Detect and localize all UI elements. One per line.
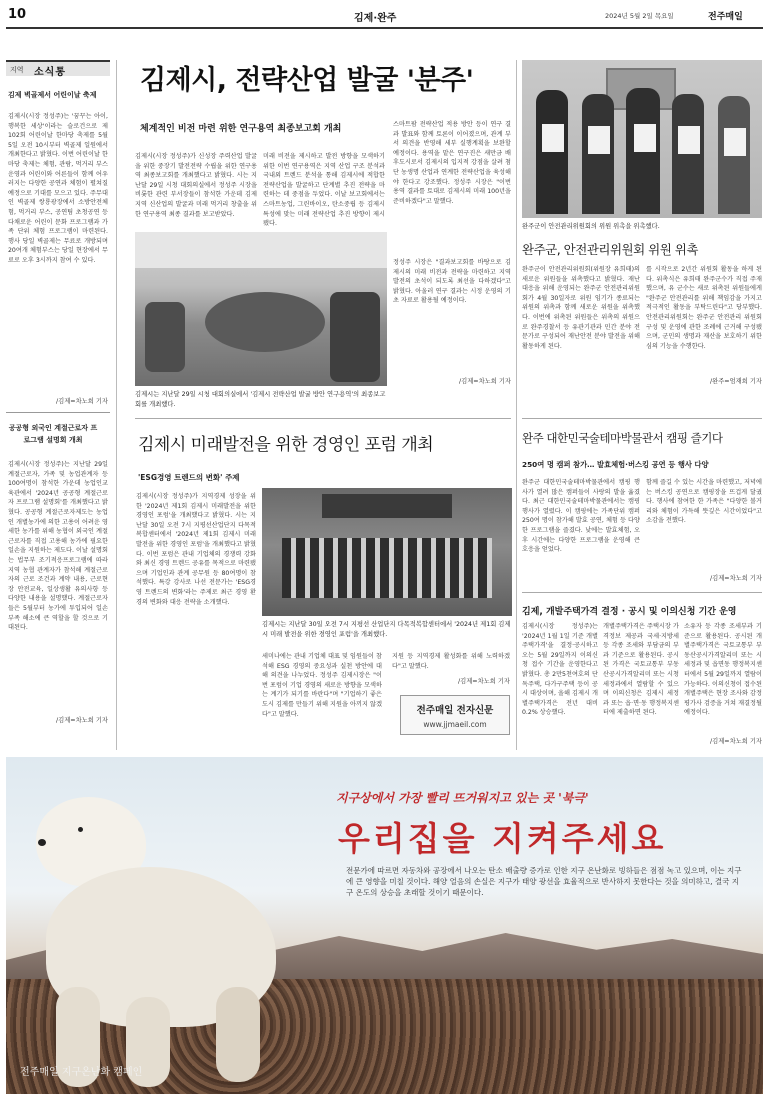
news-box-header <box>6 60 110 76</box>
ad-title: 우리집을 지켜주세요 <box>338 819 667 858</box>
committee-byline: /완주=엄재희 기자 <box>710 378 762 385</box>
e-paper-banner-name: 전주매일 전자신문 <box>416 705 494 716</box>
museum-body-col2: 함께 즐길 수 있는 시간을 마련했고, 저녁에는 버스킹 공연으로 캠핑장을 뜨겁게 달궜다. 행사에 참여한 한 가족은 "다양한 볼거리와 체험이 가득해 뜻깊은 시간이었다"고 소감을 전했다. <box>646 479 762 525</box>
museum-body-col1: 완주군 대한민국술테마박물관에서 캠핑 행사가 열려 많은 캠퍼들이 사랑의 발을 옮겼다. 최근 대한민국술테마박물관에서는 캠핑 행사가 열렸다. 이 캠핑에는 가족단위 캠퍼 250여 명이 참가해 발효 공연, 체험 등 다양한 프로그램을 즐겼다. 낮에는 발효체험, 오후 시간에는 다양한 프로그램을 운영해 큰 호응을 얻었다. <box>522 479 640 554</box>
mid-rule-center <box>135 418 511 419</box>
mid-rule-right-2 <box>522 592 762 593</box>
museum-headline: 완주 대한민국술테마박물관서 캠핑 즐기다 <box>522 431 723 445</box>
housing-headline: 김제, 개발주택가격 결정 · 공시 및 이의신청 기간 운영 <box>522 607 737 617</box>
committee-headline: 완주군, 안전관리위원회 위원 위촉 <box>522 242 698 257</box>
column-divider-right <box>516 60 517 750</box>
section-name: 김제·완주 <box>354 13 397 24</box>
housing-body-col2: 개별주택가격은 주택시장 가격정보 제공과 국세·지방세 등 각종 조세와 부담금의 부과 기준으로 활용된다. 공시된 가격은 국토교통부 부동산공시가격알리미 또는 시청 세정과에서 열람할 수 있으며 이의신청은 김제시 세정과 또는 읍·면·동 행정복지센터에 제출하면 된다. <box>603 623 679 717</box>
committee-photo <box>522 60 762 218</box>
page-number: 10 <box>8 7 27 22</box>
lead-headline: 김제시, 전략산업 발굴 '분주' <box>140 65 474 96</box>
museum-subhead: 250여 명 캠퍼 참가… 발효체험·버스킹 공연 등 행사 다양 <box>522 460 709 469</box>
forum-byline: /김제=차노희 기자 <box>458 678 510 685</box>
committee-photo-caption: 완주군이 안전관리위원회의 위원 위촉을 위촉했다. <box>522 223 660 230</box>
lead-body-col1: 김제시(시장 정성주)가 신성장 주력산업 발굴을 위한 중장기 발전전략 수립을 위한 연구용역 최종보고회를 개최했다고 밝혔다. 시는 지난달 29일 시청 대회의실에서 정성주 시장을 비롯한 관련 부서장들이 참석한 가운데 김제 지역 신산업의 발굴과 미래 먹거리 창출을 위한 연구용역 최종 결과를 보고받았다. <box>135 153 257 218</box>
lead-body-col2: 미래 비전을 제시하고 발전 방향을 모색하기 위한 이번 연구용역은 지역 산업 구조 분석과 국내외 트렌드 분석을 통해 김제시에 적합한 전략산업을 발굴하고 단계별 추진 전략을 마련하는 데 중점을 두었다. 이날 보고회에서는 스마트농업, 그린바이오, 탄소중립 등 김제시 특성에 맞는 미래 전략산업 추진 방향이 제시됐다. <box>263 153 385 228</box>
lead-subhead: 체계적인 비전 마련 위한 연구용역 최종보고회 개최 <box>140 124 342 134</box>
committee-body-col2: 를 시작으로 2년간 위원회 활동을 하게 된다. 위촉식은 유희태 완주군수가 직접 주재했으며, 유 군수는 새로 위촉된 위원들에게 "완주군 안전관리를 위해 책임감을 가지고 적극적인 활동을 부탁드린다"고 당부했다. 안전관리위원회는 완주군 안전관리 위원회 구성 및 운영에 관한 조례에 근거해 구성됐으며, 군민의 생명과 재산을 보호하기 위한 심의 기능을 수행한다. <box>646 266 762 350</box>
ad-footer: 전주매일 지구온난화 캠페인 <box>20 1067 143 1078</box>
polar-bear-image <box>6 797 306 1094</box>
news-box <box>6 60 110 750</box>
forum-body-col3: 지원 등 지역경제 활성화를 위해 노력하겠다"고 말했다. <box>392 653 510 670</box>
lead-byline: /김제=차노희 기자 <box>459 378 511 385</box>
lead-body-col4: 정성주 시장은 "결과보고회를 바탕으로 김제시의 미래 비전과 전략을 마련하고 지역 발전의 초석이 되도록 최선을 다하겠다"고 밝혔다. 아울러 연구 결과는 시정 운영의 기초 자료로 활용될 예정이다. <box>393 259 511 305</box>
ad-tagline: 지구상에서 가장 빨리 뜨거워지고 있는 곳 '북극' <box>336 791 589 805</box>
news-box-story2-byline: /김제=차노희 기자 <box>56 717 108 724</box>
news-box-story1-body: 김제시(시장 정성주)는 '꿈꾸는 아이, 행복한 세상'이라는 슬로건으로 제102회 어린이날 한마당 축제를 5월 5일 오전 10시부터 벽골제 일원에서 개최한다고 밝혔다. 이번 어린이날 한마당 축제는 체험, 관람, 먹거리 부스운영과 어린이와 어른들이 함께 어우러지는 다양한 공연과 체험이 펼쳐질 예정으로 기대를 모으고 있다. 주무대인 벽골제 쌍룡광장에서 소방안전체험, 먹거리 부스, 공연팀 초청공연 등 다채로운 어린이 문화 프로그램과 가족 단위 체험 프로그램이 마련된다. 행사 당일 벽골제는 무료로 개방되며 20여개 체험부스는 당일 현장에서 무료로 오후 3시까지 참여 수 있다. <box>8 113 108 264</box>
climate-ad <box>6 757 763 1094</box>
lead-photo-meeting <box>135 232 387 386</box>
housing-body-col3: 소유자 등 각종 조세부과 기준으로 활용된다. 공시된 개별주택가격은 국토교통부 부동산공시가격알리미 또는 시 세정과 및 읍면동 행정복지센터에서 5월 29일까지 열람이 가능하다. 이의신청이 접수된 개별주택은 현장 조사와 감정평가사 검증을 거쳐 재결정될 예정이다. <box>684 623 762 717</box>
ad-body: 전문가에 따르면 자동차와 공장에서 나오는 탄소 배출량 증가로 인한 지구 온난화로 빙하들은 점점 녹고 있으며, 이는 지구에 큰 영향을 미칠 것이다. 해양 얼음의 손실은 지구가 태양 광선을 효율적으로 반사하지 못한다는 것을 의미하고, 결국 지구 온도의 상승을 초래할 것이기 때문이다. <box>346 866 742 897</box>
header-rule <box>6 27 763 29</box>
column-divider-left <box>116 60 117 750</box>
news-box-story1-byline: /김제=차노희 기자 <box>56 398 108 405</box>
forum-body-col1: 김제시(시장 정성주)가 지역경제 성장을 위한 '2024년 제1회 김제시 미래발전을 위한 경영인 포럼'을 개최했다고 밝혔다. 시는 지난달 30일 오전 7시 지평선산업단지 다목적복합센터에서 '2024년 제1회 김제시 미래 발전을 위한 경영인 포럼'을 개최했다고 밝혔다. 이번 포럼은 관내 기업체의 경쟁력 강화와 최신 경영 트렌드 공유를 목적으로 마련됐으며 기업인과 관계 공무원 등 80여명이 참석했다. 특강 강사로 나선 전문가는 'ESG경영 트렌드의 변화'라는 주제로 최근 경영 환경의 변화와 대응 전략을 소개했다. <box>136 493 256 606</box>
mid-rule-right <box>522 418 762 419</box>
lead-photo-caption: 김제시는 지난달 29일 시청 대회의실에서 '김제시 전략산업 발굴 방안 연구용역'의 최종보고회를 개최했다. <box>135 391 386 408</box>
committee-body-col1: 완주군이 안전관리위원회(위원장 유희태)의 새로운 위원들을 위촉했다고 밝혔다. 재난 대응을 위해 운영되는 완주군 안전관리위원회가 4월 30일자로 위원 임기가 종료되는 위원의 위촉과 함께 새로운 위원을 위촉했다. 이번에 위촉된 위원들은 위촉의 위원으로 완주경찰서 등 유관기관과 민간 분야 전문가로 구성되어 재난안전 분야 발전을 위해 활동하게 된다. <box>522 266 640 350</box>
page-header <box>0 0 769 28</box>
lead-body-col3: 스마트팜 전략산업 적용 방안 등이 연구 결과 발표와 함께 토론이 이어졌으며, 관계 부서 의견을 반영해 세부 실행계획을 보완할 예정이다. 용역을 맡은 연구진은 새만금 배후도시로서 김제시의 입지적 강점을 살려 첨단 농생명 산업과 연계한 전략산업을 육성해야 한다고 강조했다. 정성주 시장은 "이번 용역 결과를 토대로 김제시의 미래 100년을 준비하겠다"고 말했다. <box>393 121 511 205</box>
forum-headline: 김제시 미래발전을 위한 경영인 포럼 개최 <box>138 435 434 455</box>
forum-photo-caption: 김제시는 지난달 30일 오전 7시 지평선 산업단지 다목적복합센터에서 '2024년 제1회 김제시 미래 발전을 위한 경영인 포럼'을 개최했다. <box>262 621 511 638</box>
paper-name: 전주매일 <box>708 12 743 22</box>
issue-date: 2024년 5월 2일 목요일 <box>605 12 674 20</box>
forum-subhead: 'ESG경영 트렌드의 변화' 주제 <box>138 473 240 482</box>
news-box-story1-headline: 김제 벽골제서 어린이날 축제 <box>8 91 97 99</box>
housing-body-col1: 김제시(시장 정성주)는 '2024년 1월 1일 기준 개별주택가격'을 결정·공시하고 오는 5월 29일까지 이의신청 접수 기간을 운영한다고 밝혔다. 총 2만5천여호의 단독주택, 다가구주택 등이 공시 대상이며, 올해 김제시 개별주택가격은 전년 대비 0.2% 상승했다. <box>522 623 598 717</box>
news-box-tag: 지역 <box>10 66 24 74</box>
museum-byline: /김제=차노희 기자 <box>710 575 762 582</box>
news-box-story2-headline: 공공형 외국인 계절근로자 프로그램 설명회 개최 <box>8 424 98 444</box>
e-paper-banner[interactable] <box>400 695 510 735</box>
forum-body-col2: 세미나에는 관내 기업체 대표 및 임원들이 참석해 ESG 경영의 중요성과 실천 방안에 대해 의견을 나누었다. 정성주 김제시장은 "이번 포럼이 기업 경영의 새로운 방향을 모색하는 계기가 되기를 바란다"며 "기업하기 좋은 도시 김제를 만들기 위해 지원을 아끼지 않겠다"고 말했다. <box>262 653 382 718</box>
news-box-story2-body: 김제시(시장 정성주)는 지난달 29일 계절근로자, 가족 및 농업관계자 등 100여명이 참석한 가운데 농업인교육관에서 '2024년 공공형 계절근로자 프로그램 설명회'를 개최했다고 밝혔다. 공공형 계절근로자제도는 농업인 개별농가에 의한 고용이 어려운 영세한 농가를 위해 농협이 외국인 계절근로자를 직접 고용해 농가에 필요한 일손을 지원하는 제도다. 이날 설명회는 법무부 조기적응프로그램에 따라 지역 농협 관계자가 참석해 계절근로자의 근로 조건과 계약 내용, 근로현장 안전교육, 일상생활 유의사항 등 다양한 내용을 설명했다. 계절근로자들은 5월부터 농가에 투입되어 일손 부족 해소에 큰 역할을 할 것으로 기대된다. <box>8 461 108 632</box>
e-paper-banner-url: www.jjmaeil.com <box>423 720 487 729</box>
news-box-title: 소식통 <box>34 67 66 78</box>
news-box-divider <box>6 412 110 413</box>
housing-byline: /김제=차노희 기자 <box>710 738 762 745</box>
forum-photo-group <box>262 488 512 616</box>
